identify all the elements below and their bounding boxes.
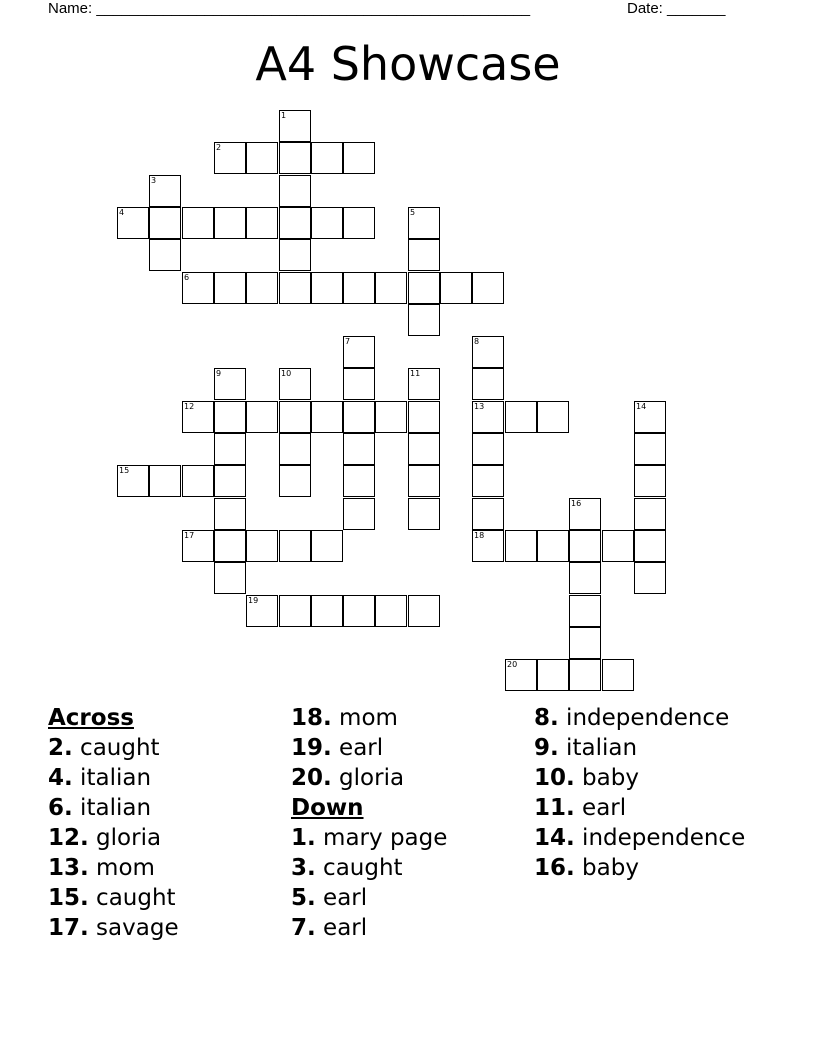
- clue-item: [291, 703, 447, 733]
- grid-cell[interactable]: [408, 401, 440, 433]
- clue-number-label: 18: [474, 531, 485, 540]
- clue-number-label: 6: [184, 273, 190, 282]
- grid-cell[interactable]: [149, 465, 181, 497]
- grid-cell[interactable]: [537, 659, 569, 691]
- clue-item: [48, 883, 179, 913]
- grid-cell[interactable]: [214, 207, 246, 239]
- clue-item: [534, 793, 745, 823]
- grid-cell[interactable]: [634, 465, 666, 497]
- grid-cell[interactable]: [246, 207, 278, 239]
- clue-number-label: 16: [571, 499, 582, 508]
- grid-cell[interactable]: [634, 530, 666, 562]
- clue-item-text: mom: [331, 705, 398, 731]
- grid-cell[interactable]: [182, 401, 214, 433]
- clue-item-number: 18.: [291, 705, 332, 731]
- clue-item-number: 7.: [291, 915, 316, 941]
- clue-number-label: 10: [281, 369, 292, 378]
- clue-item: [291, 823, 447, 853]
- grid-cell[interactable]: [214, 401, 246, 433]
- grid-cell[interactable]: [634, 498, 666, 530]
- clue-item: [291, 763, 447, 793]
- clue-item-number: 20.: [291, 765, 332, 791]
- grid-cell[interactable]: [505, 659, 537, 691]
- clue-number-label: 4: [119, 208, 125, 217]
- grid-cell[interactable]: [472, 433, 504, 465]
- grid-cell[interactable]: [279, 142, 311, 174]
- grid-cell[interactable]: [343, 368, 375, 400]
- clue-item-number: 15.: [48, 885, 89, 911]
- grid-cell[interactable]: [149, 239, 181, 271]
- grid-cell[interactable]: [182, 465, 214, 497]
- grid-cell[interactable]: [569, 627, 601, 659]
- clue-item-text: mom: [88, 855, 155, 881]
- grid-cell[interactable]: [440, 272, 472, 304]
- grid-cell[interactable]: [246, 272, 278, 304]
- clue-number-label: 12: [184, 402, 195, 411]
- clue-item-text: independence: [574, 825, 746, 851]
- clue-item-text: gloria: [88, 825, 162, 851]
- grid-cell[interactable]: [343, 433, 375, 465]
- grid-cell[interactable]: [634, 433, 666, 465]
- clue-number-label: 7: [345, 337, 351, 346]
- grid-cell[interactable]: [182, 272, 214, 304]
- clue-item-number: 10.: [534, 765, 575, 791]
- clue-number-label: 2: [216, 143, 222, 152]
- clue-item-number: 19.: [291, 735, 332, 761]
- name-field-label: Name: ____________________________________________________: [48, 0, 531, 17]
- grid-cell[interactable]: [311, 401, 343, 433]
- grid-cell[interactable]: [408, 595, 440, 627]
- grid-cell[interactable]: [279, 433, 311, 465]
- clue-section-heading: Down: [291, 795, 364, 821]
- grid-cell[interactable]: [569, 498, 601, 530]
- grid-cell[interactable]: [343, 142, 375, 174]
- clue-item: [48, 763, 179, 793]
- clue-item: [48, 853, 179, 883]
- grid-cell[interactable]: [569, 595, 601, 627]
- grid-cell[interactable]: [279, 272, 311, 304]
- clue-column-1: [48, 703, 179, 943]
- grid-cell[interactable]: [214, 465, 246, 497]
- grid-cell[interactable]: [569, 659, 601, 691]
- grid-cell[interactable]: [343, 207, 375, 239]
- clue-item-text: italian: [558, 735, 638, 761]
- clue-column-3: [534, 703, 745, 883]
- clue-item-text: italian: [72, 765, 152, 791]
- grid-cell[interactable]: [472, 401, 504, 433]
- grid-cell[interactable]: [472, 498, 504, 530]
- clue-column-2: [291, 703, 447, 943]
- grid-cell[interactable]: [246, 595, 278, 627]
- grid-cell[interactable]: [375, 272, 407, 304]
- grid-cell[interactable]: [602, 530, 634, 562]
- grid-cell[interactable]: [311, 207, 343, 239]
- clue-item-text: caught: [72, 735, 160, 761]
- clue-item-text: earl: [574, 795, 627, 821]
- clue-item-number: 2.: [48, 735, 73, 761]
- grid-cell[interactable]: [246, 530, 278, 562]
- grid-cell[interactable]: [214, 368, 246, 400]
- clue-item-text: caught: [88, 885, 176, 911]
- clue-section-heading: Across: [48, 705, 134, 731]
- clue-item-number: 5.: [291, 885, 316, 911]
- clue-item-number: 11.: [534, 795, 575, 821]
- grid-cell[interactable]: [408, 239, 440, 271]
- clue-item-number: 9.: [534, 735, 559, 761]
- clue-item: [534, 853, 745, 883]
- grid-cell[interactable]: [537, 401, 569, 433]
- grid-cell[interactable]: [279, 239, 311, 271]
- clue-item: [291, 733, 447, 763]
- grid-cell[interactable]: [246, 142, 278, 174]
- clue-item-number: 1.: [291, 825, 316, 851]
- clue-item: [291, 913, 447, 943]
- clue-item-number: 13.: [48, 855, 89, 881]
- grid-cell[interactable]: [214, 498, 246, 530]
- clue-number-label: 19: [248, 596, 259, 605]
- clue-item: [534, 823, 745, 853]
- clue-item-text: gloria: [331, 765, 405, 791]
- clue-item-text: caught: [315, 855, 403, 881]
- clue-item: [48, 913, 179, 943]
- grid-cell[interactable]: [343, 595, 375, 627]
- grid-cell[interactable]: [279, 530, 311, 562]
- clue-item-text: earl: [315, 885, 368, 911]
- grid-cell[interactable]: [279, 368, 311, 400]
- clue-item-number: 4.: [48, 765, 73, 791]
- grid-cell[interactable]: [182, 207, 214, 239]
- clue-item-number: 3.: [291, 855, 316, 881]
- grid-cell[interactable]: [214, 272, 246, 304]
- grid-cell[interactable]: [117, 207, 149, 239]
- grid-cell[interactable]: [214, 530, 246, 562]
- grid-cell[interactable]: [408, 207, 440, 239]
- grid-cell[interactable]: [117, 465, 149, 497]
- grid-cell[interactable]: [408, 304, 440, 336]
- grid-cell[interactable]: [279, 207, 311, 239]
- clue-number-label: 14: [636, 402, 647, 411]
- grid-cell[interactable]: [214, 142, 246, 174]
- grid-cell[interactable]: [343, 498, 375, 530]
- grid-cell[interactable]: [408, 368, 440, 400]
- grid-cell[interactable]: [311, 272, 343, 304]
- clue-item-text: baby: [574, 855, 639, 881]
- clue-item-number: 8.: [534, 705, 559, 731]
- grid-cell[interactable]: [472, 272, 504, 304]
- grid-cell[interactable]: [279, 175, 311, 207]
- clue-item: [48, 823, 179, 853]
- clue-item: [534, 763, 745, 793]
- grid-cell[interactable]: [182, 530, 214, 562]
- clue-item: [48, 733, 179, 763]
- puzzle-title: A4 Showcase: [255, 37, 561, 91]
- grid-cell[interactable]: [472, 336, 504, 368]
- grid-cell[interactable]: [279, 110, 311, 142]
- clue-item-number: 17.: [48, 915, 89, 941]
- clue-number-label: 8: [474, 337, 480, 346]
- clue-number-label: 9: [216, 369, 222, 378]
- grid-cell[interactable]: [311, 142, 343, 174]
- clue-item: [291, 883, 447, 913]
- clue-item: [534, 703, 745, 733]
- clue-item: [534, 733, 745, 763]
- clue-item: [48, 793, 179, 823]
- grid-cell[interactable]: [149, 207, 181, 239]
- grid-cell[interactable]: [246, 401, 278, 433]
- grid-cell[interactable]: [375, 595, 407, 627]
- clue-item-text: mary page: [315, 825, 448, 851]
- grid-cell[interactable]: [343, 401, 375, 433]
- grid-cell[interactable]: [279, 595, 311, 627]
- grid-cell[interactable]: [472, 368, 504, 400]
- clue-item: [291, 853, 447, 883]
- clue-item-number: 16.: [534, 855, 575, 881]
- date-field-label: Date: _______: [627, 0, 726, 17]
- clue-number-label: 11: [410, 369, 421, 378]
- grid-cell[interactable]: [634, 562, 666, 594]
- clue-number-label: 1: [281, 111, 287, 120]
- grid-cell[interactable]: [408, 498, 440, 530]
- grid-cell[interactable]: [214, 562, 246, 594]
- clue-item-text: baby: [574, 765, 639, 791]
- grid-cell[interactable]: [214, 433, 246, 465]
- clue-number-label: 17: [184, 531, 195, 540]
- grid-cell[interactable]: [311, 530, 343, 562]
- clue-item-number: 12.: [48, 825, 89, 851]
- clue-item-text: savage: [88, 915, 179, 941]
- grid-cell[interactable]: [472, 530, 504, 562]
- clue-item-text: earl: [331, 735, 384, 761]
- clue-item-text: earl: [315, 915, 368, 941]
- grid-cell[interactable]: [408, 433, 440, 465]
- grid-cell[interactable]: [343, 272, 375, 304]
- clue-item-text: italian: [72, 795, 152, 821]
- grid-cell[interactable]: [537, 530, 569, 562]
- clue-number-label: 3: [151, 176, 157, 185]
- grid-cell[interactable]: [602, 659, 634, 691]
- grid-cell[interactable]: [343, 465, 375, 497]
- clue-item-text: independence: [558, 705, 730, 731]
- clue-number-label: 5: [410, 208, 416, 217]
- grid-cell[interactable]: [408, 272, 440, 304]
- grid-cell[interactable]: [634, 401, 666, 433]
- grid-cell[interactable]: [149, 175, 181, 207]
- grid-cell[interactable]: [279, 465, 311, 497]
- clue-number-label: 15: [119, 466, 130, 475]
- clue-item-number: 6.: [48, 795, 73, 821]
- grid-cell[interactable]: [343, 336, 375, 368]
- clue-item-number: 14.: [534, 825, 575, 851]
- grid-cell[interactable]: [505, 530, 537, 562]
- grid-cell[interactable]: [569, 562, 601, 594]
- grid-cell[interactable]: [569, 530, 601, 562]
- grid-cell[interactable]: [408, 465, 440, 497]
- grid-cell[interactable]: [279, 401, 311, 433]
- grid-cell[interactable]: [375, 401, 407, 433]
- grid-cell[interactable]: [472, 465, 504, 497]
- clue-number-label: 20: [507, 660, 518, 669]
- grid-cell[interactable]: [311, 595, 343, 627]
- grid-cell[interactable]: [505, 401, 537, 433]
- clue-number-label: 13: [474, 402, 485, 411]
